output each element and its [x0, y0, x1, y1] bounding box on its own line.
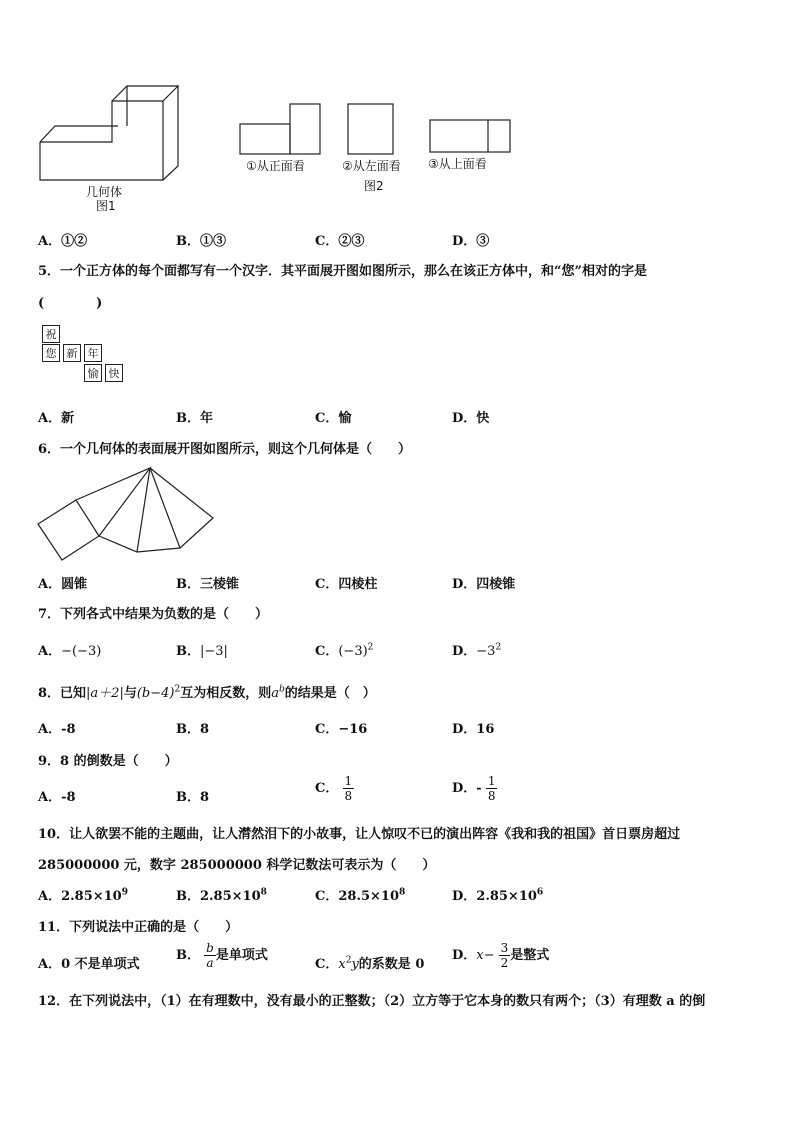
q10-stem-line1: 10．让人欲罢不能的主题曲，让人潸然泪下的小故事，让人惊叹不已的演出阵容《我和我的祖国》首日票房超过: [38, 827, 681, 842]
q10-option-c[interactable]: [315, 885, 405, 904]
q6-option-d[interactable]: D．四棱锥: [452, 577, 516, 592]
q10-stem-line2: 285000000 元，数字 285000000 科学记数法可表示为（ ）: [38, 858, 436, 873]
q10-a-base: A．2.85×10: [38, 889, 122, 904]
q7-d-label: D．: [452, 644, 477, 659]
q6-stem: 6．一个几何体的表面展开图如图所示，则这个几何体是（ ）: [38, 442, 412, 457]
q11-c-tail: 的系数是 0: [358, 957, 425, 972]
q6-option-a[interactable]: A．圆锥: [38, 577, 88, 592]
q8-expr1: |a＋2|: [86, 686, 124, 701]
q11-d-x: x−: [476, 948, 495, 963]
q10-a-exp: 9: [121, 887, 128, 898]
q9-d-num: 1: [487, 774, 496, 788]
q8-exp2: 2: [174, 684, 181, 695]
q4-option-d[interactable]: D．③: [452, 234, 490, 249]
q7-a-label: A．: [38, 644, 62, 659]
q7-a-expr: −(−3): [61, 644, 102, 659]
q9-c-den: 8: [344, 789, 353, 803]
q8-stem: [38, 682, 376, 701]
q10-b-base: B．2.85×10: [176, 889, 261, 904]
net-cell-6: 快: [105, 364, 123, 382]
q11-b-tail: 是单项式: [215, 948, 268, 963]
q7-b-label: B．: [176, 644, 200, 659]
q9-d-label: D．-: [452, 781, 482, 796]
fig2-label: 图2: [364, 179, 384, 193]
q11-option-c[interactable]: [315, 953, 424, 972]
q8-expr2: (b−4): [136, 686, 175, 701]
view2-label: ②从左面看: [342, 159, 401, 173]
q7-c-expr: (−3): [338, 644, 368, 659]
q10-option-a[interactable]: [38, 885, 128, 904]
q9-c-label: C．: [315, 781, 339, 796]
q5-blank: ( ): [38, 296, 103, 311]
q6-option-c[interactable]: C．四棱柱: [315, 577, 378, 592]
q9-c-num: 1: [344, 774, 353, 788]
q11-b-den: a: [206, 956, 214, 970]
net-cell-2: 您: [42, 344, 60, 362]
q7-option-c[interactable]: [315, 640, 373, 659]
q8-stem-end: 的结果是（ ）: [284, 686, 376, 701]
net-cell-1: 祝: [42, 325, 60, 343]
q7-option-d[interactable]: [452, 640, 501, 659]
q11-c-x: x: [338, 957, 346, 972]
q5-net: [42, 325, 126, 387]
q4-option-b[interactable]: B．①③: [176, 234, 226, 249]
net-cell-3: 新: [63, 344, 81, 362]
q8-ab-base: a: [271, 686, 280, 701]
q9-option-b[interactable]: B．8: [176, 790, 210, 805]
q10-d-exp: 6: [536, 887, 544, 898]
q11-c-y: y: [351, 957, 359, 972]
q7-b-expr: |−3|: [200, 644, 228, 659]
q7-option-a[interactable]: [38, 640, 101, 659]
q10-d-base: D．2.85×10: [452, 889, 537, 904]
q5-stem: 5．一个正方体的每个面都写有一个汉字．其平面展开图如图所示，那么在该正方体中，和“您”相对的字是: [38, 264, 648, 279]
q11-option-d[interactable]: [452, 941, 549, 970]
q6-option-b[interactable]: B．三棱锥: [176, 577, 239, 592]
q12-stem: 12．在下列说法中，（1）在有理数中，没有最小的正整数；（2）立方等于它本身的数只有两个；（3）有理数 a 的倒: [38, 994, 706, 1009]
q11-d-fraction: [499, 941, 511, 970]
q4-option-c[interactable]: C．②③: [315, 234, 365, 249]
q8-option-c[interactable]: C．−16: [315, 722, 368, 737]
q8-stem-mid: 与: [123, 686, 137, 701]
net-cell-5: 愉: [84, 364, 102, 382]
net-cell-4: 年: [84, 344, 102, 362]
q10-b-exp: 8: [260, 887, 267, 898]
q11-b-fraction: [204, 941, 216, 970]
q8-ab-exp: b: [279, 684, 285, 695]
q7-d-expr: −3: [476, 644, 496, 659]
q5-option-d[interactable]: D．快: [452, 411, 490, 426]
q8-option-b[interactable]: B．8: [176, 722, 210, 737]
q8-option-d[interactable]: D．16: [452, 722, 495, 737]
q11-d-tail: 是整式: [510, 948, 550, 963]
q9-stem: 9．8 的倒数是（ ）: [38, 754, 178, 769]
q6-net-figure: [36, 466, 218, 562]
q7-c-exp: 2: [367, 642, 374, 653]
q10-option-b[interactable]: [176, 885, 267, 904]
q11-d-label: D．: [452, 948, 477, 963]
fig1-label: 图1: [96, 199, 116, 213]
q11-b-label: B．: [176, 948, 200, 963]
q9-option-a[interactable]: A．-8: [38, 790, 76, 805]
q11-d-den: 2: [500, 956, 509, 970]
q7-c-label: C．: [315, 644, 339, 659]
q10-c-base: C．28.5×10: [315, 889, 399, 904]
q9-c-fraction: [343, 774, 355, 803]
view3-label: ③从上面看: [428, 157, 487, 171]
three-views: [236, 100, 516, 160]
q4-option-a[interactable]: A．①②: [38, 234, 88, 249]
q11-c-label: C．: [315, 957, 339, 972]
q11-option-a[interactable]: A．0 不是单项式: [38, 957, 140, 972]
q8-stem-pre: 8．已知: [38, 686, 87, 701]
q9-option-d[interactable]: [452, 774, 497, 803]
q9-d-den: 8: [487, 789, 496, 803]
q9-d-fraction: [486, 774, 498, 803]
q11-option-b[interactable]: [176, 941, 268, 970]
solid-caption: 几何体: [86, 185, 123, 199]
q8-stem-post: 互为相反数，则: [180, 686, 272, 701]
q5-option-b[interactable]: B．年: [176, 411, 213, 426]
q7-d-exp: 2: [495, 642, 502, 653]
q11-c-exp: 2: [345, 955, 352, 966]
q5-option-a[interactable]: A．新: [38, 411, 75, 426]
q8-option-a[interactable]: A．-8: [38, 722, 76, 737]
q11-stem: 11．下列说法中正确的是（ ）: [38, 920, 239, 935]
q7-stem: 7．下列各式中结果为负数的是（ ）: [38, 607, 269, 622]
solid-figure: [30, 84, 180, 184]
q7-option-b[interactable]: [176, 640, 228, 659]
q11-d-num: 3: [500, 941, 509, 955]
q10-option-d[interactable]: [452, 885, 543, 904]
view1-label: ①从正面看: [246, 159, 305, 173]
q5-option-c[interactable]: C．愉: [315, 411, 352, 426]
q11-b-num: b: [206, 941, 214, 955]
q9-option-c[interactable]: [315, 774, 354, 803]
q10-c-exp: 8: [399, 887, 406, 898]
